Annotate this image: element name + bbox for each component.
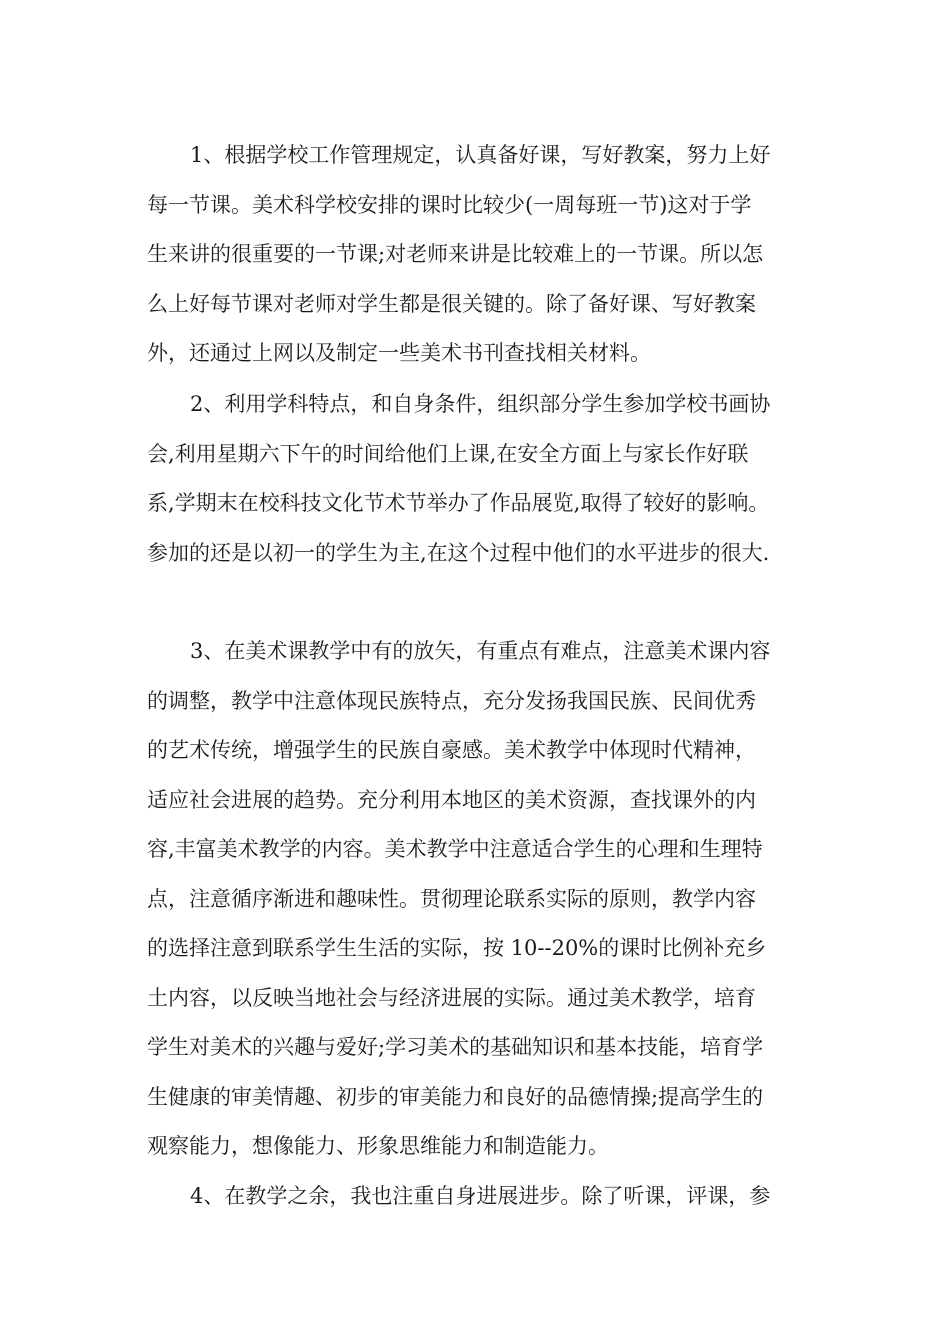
- text-line: 的选择注意到联系学生生活的实际，按 10--20%的课时比例补充乡: [147, 936, 767, 960]
- text-line: 点，注意循序渐进和趣味性。贯彻理论联系实际的原则，教学内容: [147, 887, 756, 911]
- text-line: 参加的还是以初一的学生为主,在这个过程中他们的水平进步的很大.: [147, 541, 770, 565]
- text-line: 观察能力，想像能力、形象思维能力和制造能力。: [147, 1134, 609, 1158]
- text-line: 的艺术传统，增强学生的民族自豪感。美术教学中体现时代精神，: [147, 738, 756, 762]
- text-line: 外，还通过上网以及制定一些美术书刊查找相关材料。: [147, 341, 651, 365]
- text-line: 1、根据学校工作管理规定，认真备好课，写好教案，努力上好: [190, 143, 771, 167]
- text-line: 土内容，以反映当地社会与经济进展的实际。通过美术教学，培育: [147, 986, 756, 1010]
- text-line: 的调整，教学中注意体现民族特点，充分发扬我国民族、民间优秀: [147, 689, 756, 713]
- text-line: 学生对美术的兴趣与爱好;学习美术的基础知识和基本技能，培育学: [147, 1035, 764, 1059]
- text-line: 生来讲的很重要的一节课;对老师来讲是比较难上的一节课。所以怎: [147, 242, 764, 266]
- text-line: 每一节课。美术科学校安排的课时比较少(一周每班一节)这对于学: [147, 193, 752, 217]
- text-line: 会,利用星期六下午的时间给他们上课,在安全方面上与家长作好联: [147, 442, 749, 466]
- text-line: 么上好每节课对老师对学生都是很关键的。除了备好课、写好教案: [147, 292, 756, 316]
- text-line: 系,学期末在校科技文化节术节举办了作品展览,取得了较好的影响。: [147, 491, 770, 515]
- text-line: 4、在教学之余，我也注重自身进展进步。除了听课，评课，参: [190, 1184, 771, 1208]
- text-line: 适应社会进展的趋势。充分利用本地区的美术资源，查找课外的内: [147, 788, 756, 812]
- text-line: 3、在美术课教学中有的放矢，有重点有难点，注意美术课内容: [190, 639, 771, 663]
- text-line: 2、利用学科特点，和自身条件，组织部分学生参加学校书画协: [190, 392, 771, 416]
- text-line: 生健康的审美情趣、初步的审美能力和良好的品德情操;提高学生的: [147, 1085, 764, 1109]
- text-line: 容,丰富美术教学的内容。美术教学中注意适合学生的心理和生理特: [147, 837, 763, 861]
